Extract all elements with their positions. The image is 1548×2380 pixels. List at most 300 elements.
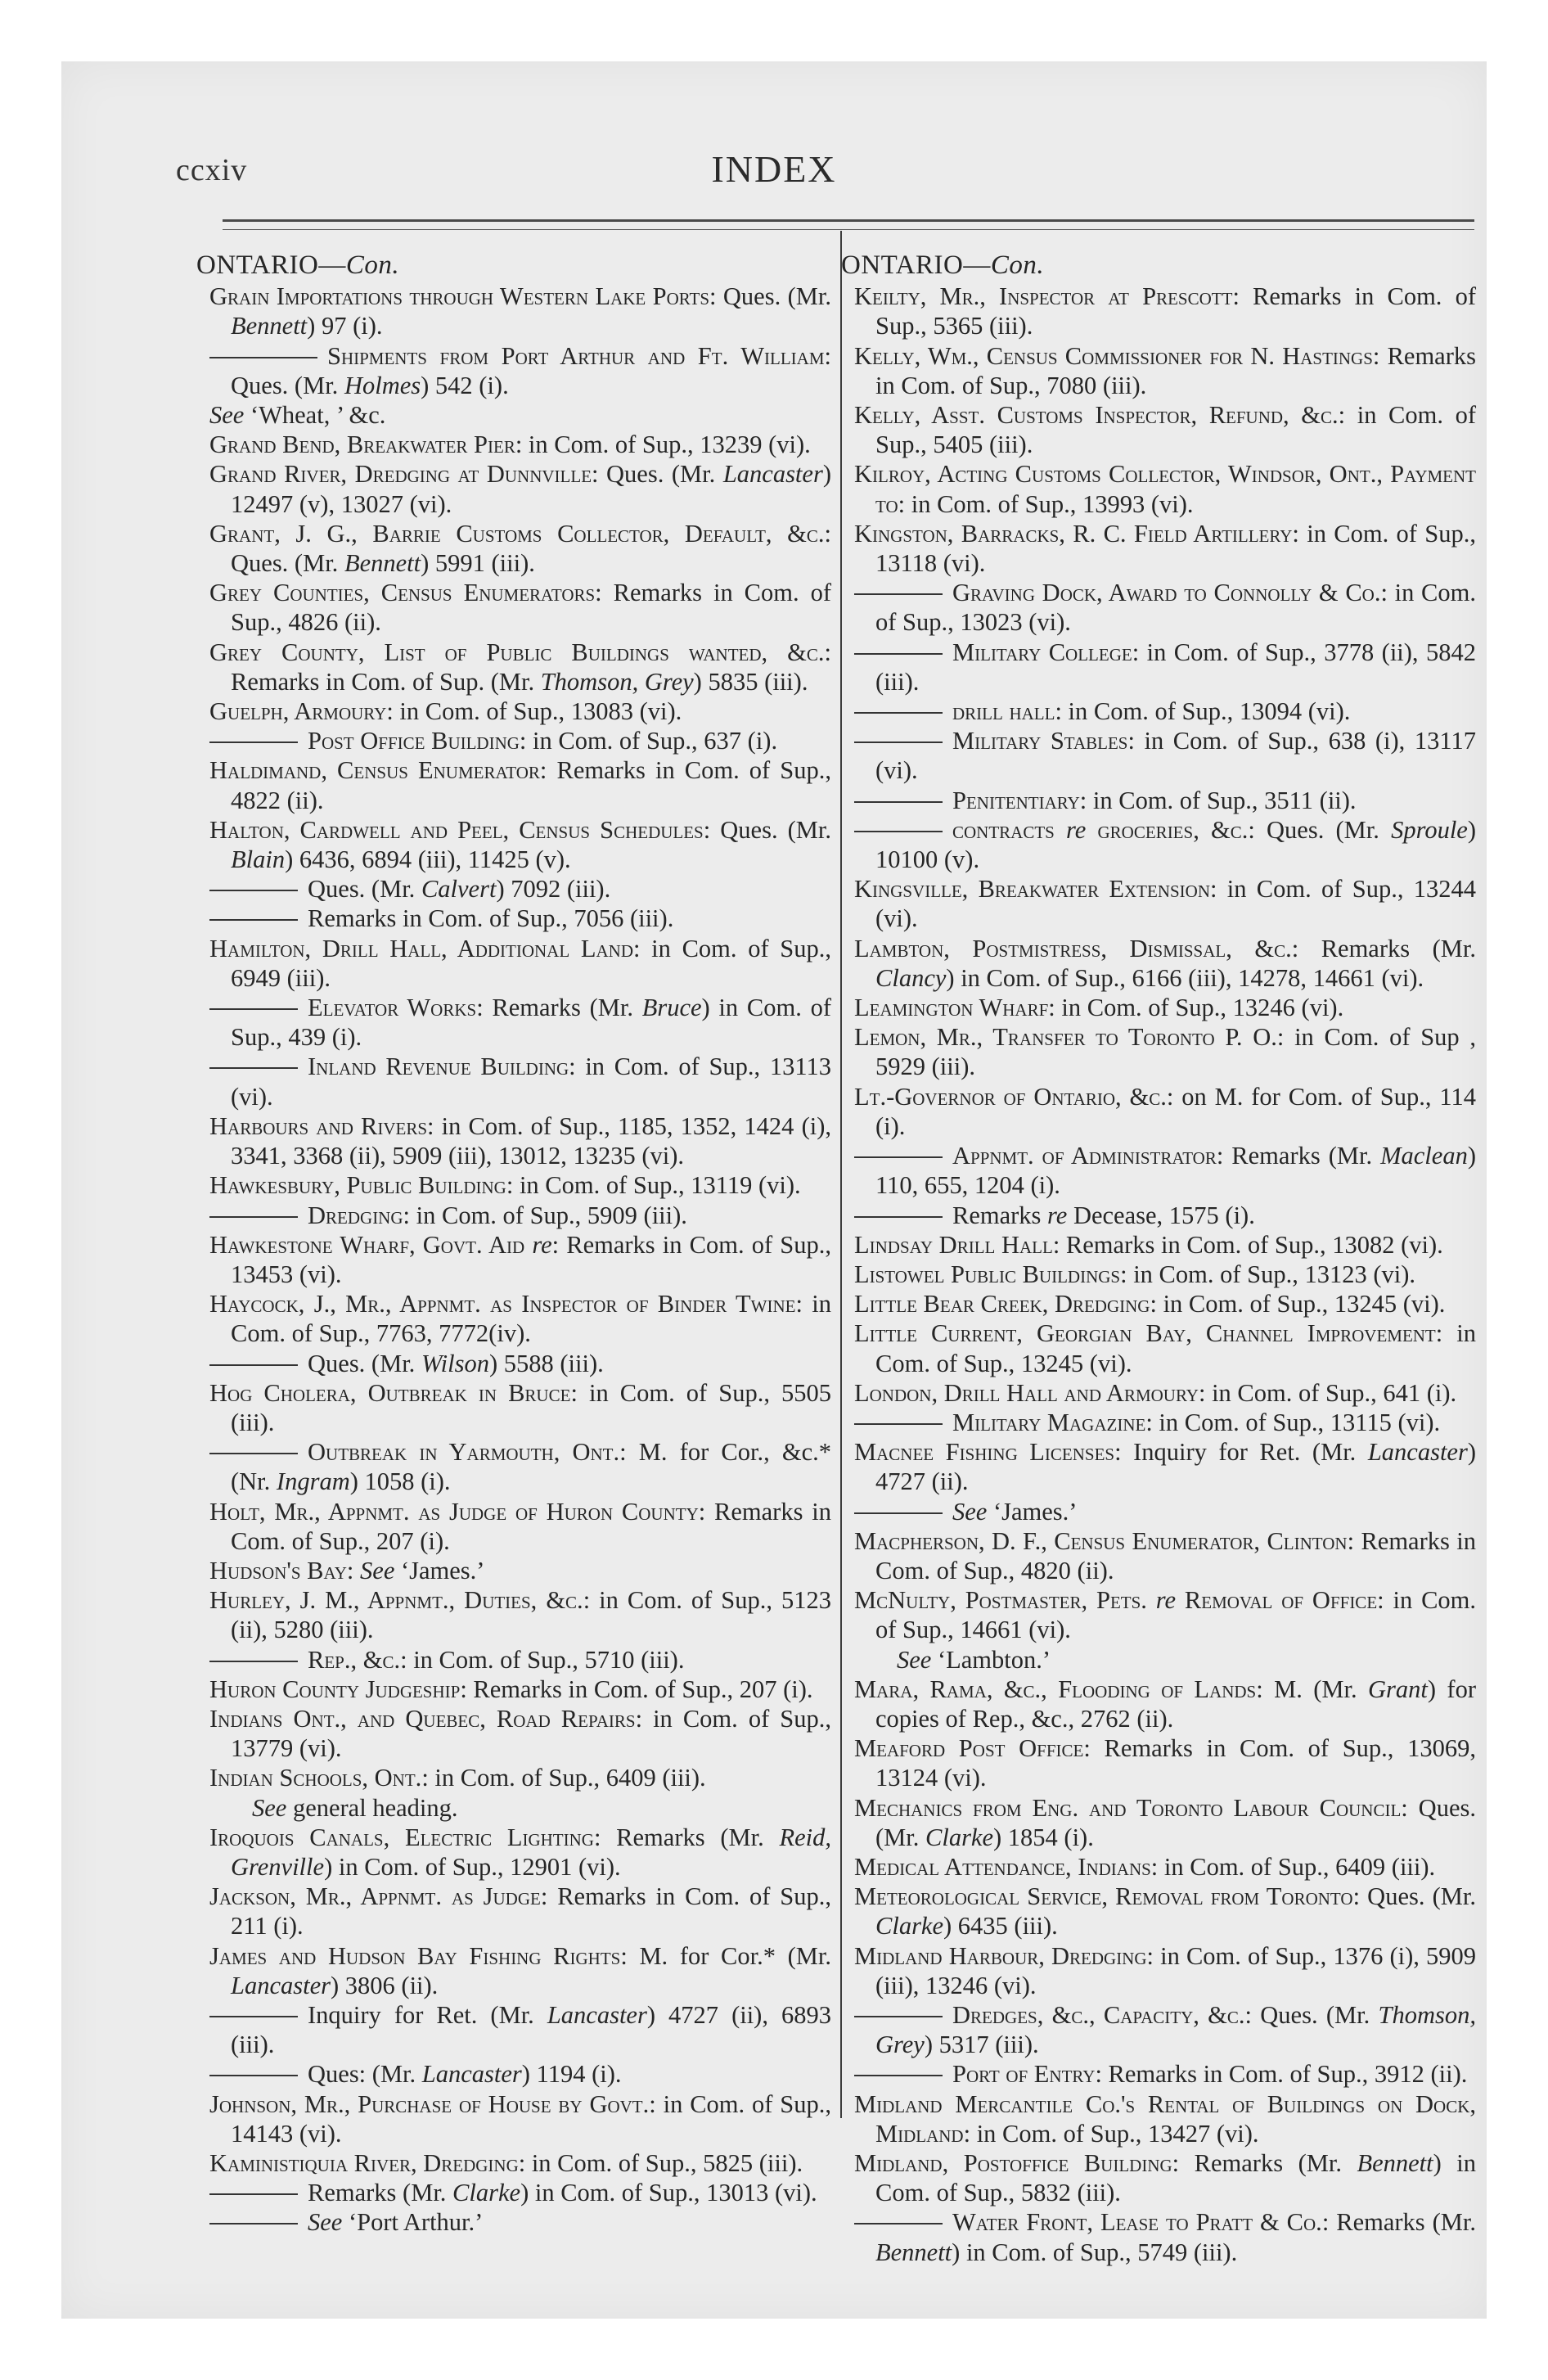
ditto-dash	[854, 741, 943, 743]
entry-heading: Leamington Wharf	[854, 994, 1049, 1022]
index-entry	[209, 993, 831, 1052]
entry-name: Lancaster	[421, 2060, 522, 2089]
entry-heading: Johnson, Mr., Purchase of House by Govt.	[209, 2089, 650, 2118]
column-divider	[840, 231, 842, 2118]
entry-ref: ) 1058 (i).	[349, 1467, 451, 1496]
entry-heading: Mara, Rama, &c., Flooding of Lands	[854, 1675, 1257, 1703]
entry-name: Thomson, Grey	[540, 667, 694, 696]
heading-continued: Con.	[345, 250, 400, 280]
entry-text: : in Com. of Sup., 13115 (vi).	[1145, 1408, 1441, 1436]
entry-text: : on M. for Com. of Sup., 114 (i).	[875, 1082, 1477, 1140]
entry-heading: Lt.-Governor of Ontario, &c.	[854, 1082, 1167, 1111]
entry-heading: Macpherson, D. F., Census Enumerator, Clinton	[854, 1526, 1348, 1555]
index-entry	[209, 341, 831, 400]
entry-text: : in Com. of Sup., 13427 (vi).	[963, 2119, 1259, 2148]
entry-heading: Post Office Building	[308, 727, 520, 755]
index-entry	[209, 1170, 831, 1200]
entry-heading: Kingston, Barracks, R. C. Field Artillery	[854, 519, 1293, 548]
entry-text: : Remarks in Com. of Sup., 207 (i).	[460, 1675, 813, 1703]
entry-ref: Decease, 1575 (i).	[1067, 1201, 1255, 1229]
entry-heading: Jackson, Mr., Appnmt. as Judge	[209, 1882, 541, 1911]
entry-ref: ) 6436, 6894 (iii), 11425 (v).	[285, 845, 571, 874]
heading-continued: Con.	[990, 250, 1045, 280]
index-entry	[854, 400, 1476, 459]
entry-text: : in Com. of Sup., 7763, 7772(iv).	[231, 1290, 831, 1348]
entry-heading: Lindsay Drill Hall	[854, 1230, 1053, 1259]
entry-heading: Kaministiquia River, Dredging	[209, 2149, 519, 2177]
index-entry	[209, 400, 831, 430]
entry-text: : in Com. of Sup., 14661 (vi).	[875, 1586, 1477, 1644]
index-entry	[209, 1378, 831, 1437]
ditto-dash	[854, 831, 943, 832]
entry-name: Calvert	[421, 875, 497, 904]
entry-heading: Hudson's Bay	[209, 1556, 347, 1584]
entry-heading: Water Front, Lease to Pratt & Co.	[952, 2208, 1322, 2237]
entry-ref: ) 110, 655, 1204 (i).	[875, 1142, 1476, 1200]
ditto-dash	[209, 1364, 298, 1366]
index-entry	[209, 519, 831, 578]
ditto-dash	[854, 1156, 943, 1158]
entry-heading: Midland, Postoffice Building	[854, 2149, 1172, 2177]
see-label: See	[360, 1556, 395, 1584]
index-entry	[209, 459, 831, 518]
index-entry	[209, 1497, 831, 1556]
header-rule-thin	[223, 229, 1474, 230]
entry-heading: Hurley, J. M., Appnmt., Duties, &c.	[209, 1586, 583, 1615]
ditto-dash	[854, 712, 943, 714]
entry-heading: Kelly, Wm., Census Commissioner for N. Hastings	[854, 341, 1373, 370]
entry-heading: Military College	[952, 638, 1132, 666]
column-heading: ONTARIO—Con.	[196, 250, 400, 280]
entry-text: : Remarks in Com. of Sup. (Mr.	[231, 638, 831, 696]
ditto-dash	[854, 653, 943, 655]
entry-heading: Little Current, Georgian Bay, Channel Improvement	[854, 1319, 1436, 1348]
entry-text: : Remarks in Com. of Sup., 211 (i).	[231, 1882, 832, 1941]
entry-name: Bennett	[344, 549, 421, 578]
ditto-dash	[209, 890, 298, 891]
index-entry	[209, 1823, 831, 1882]
entry-ref: ) 4727 (ii).	[875, 1438, 1476, 1496]
entry-text: : in Com. of Sup., 638 (i), 13117 (vi).	[875, 727, 1476, 785]
entry-text: : in Com. of Sup , 5929 (iii).	[875, 1023, 1476, 1081]
see-label: See	[252, 1793, 287, 1822]
index-entry	[854, 786, 1476, 815]
entry-text: : M. for Cor., &c.* (Nr.	[231, 1438, 831, 1496]
entry-heading: Grain Importations through Western Lake Ports	[209, 282, 710, 311]
entry-ref: ) 7092 (iii).	[496, 875, 611, 904]
entry-name: Wilson	[421, 1349, 489, 1377]
entry-text: : Remarks in Com. of Sup., 7080 (iii).	[875, 341, 1476, 399]
entry-name: Clarke	[925, 1823, 994, 1851]
entry-name: Bennett	[875, 2238, 952, 2266]
index-entry	[209, 1052, 831, 1111]
entry-re: re	[1146, 1586, 1177, 1615]
left-column	[196, 250, 832, 2238]
index-entry	[854, 1793, 1476, 1852]
index-entry	[854, 1408, 1476, 1437]
see-label: See	[308, 2208, 343, 2237]
entry-heading: Dredges, &c., Capacity, &c.	[952, 2000, 1245, 2029]
entry-text: : Remarks in Com. of Sup., 5365 (iii).	[875, 282, 1476, 340]
entry-text: : Remarks (Mr.	[1172, 2149, 1357, 2177]
index-entry	[209, 815, 831, 874]
entry-text: : Ques. (Mr.	[703, 815, 831, 844]
index-entry	[854, 1497, 1476, 1526]
entry-heading: Hamilton, Drill Hall, Additional Land	[209, 934, 633, 962]
index-entry	[854, 2089, 1476, 2148]
entry-text: Ques. (Mr.	[308, 1349, 421, 1377]
ditto-dash	[209, 919, 298, 921]
entry-heading: Kelly, Asst. Customs Inspector, Refund, &c.	[854, 401, 1339, 430]
entry-heading: McNulty, Postmaster, Pets.	[854, 1586, 1147, 1615]
entry-heading: Macnee Fishing Licenses	[854, 1438, 1115, 1467]
entry-text: : Ques. (Mr.	[231, 519, 831, 578]
entry-text: : Ques. (Mr.	[1244, 2000, 1379, 2029]
index-entry	[854, 1526, 1476, 1585]
index-entry	[209, 2148, 831, 2178]
entry-ref: ) in Com. of Sup., 5832 (iii).	[875, 2149, 1476, 2207]
entry-text: : in Com. of Sup., 13993 (vi).	[898, 489, 1194, 518]
index-entry	[209, 904, 831, 933]
ditto-dash	[854, 2223, 943, 2224]
entry-text: : in Com. of Sup., 13779 (vi).	[231, 1704, 831, 1763]
entry-text: : Remarks (Mr.	[1291, 934, 1476, 962]
entry-heading: Grand Bend, Breakwater Pier	[209, 430, 515, 459]
entry-ref: ) 4727 (ii), 6893 (iii).	[231, 2000, 831, 2059]
entry-text: : in Com. of Sup., 6409 (iii).	[421, 1764, 706, 1792]
entry-heading: Port of Entry	[952, 2060, 1096, 2089]
entry-ref: ) for copies of Rep., &c., 2762 (ii).	[875, 1675, 1476, 1733]
entry-text: : Remarks in Com. of Sup., 13082 (vi).	[1052, 1230, 1443, 1259]
ditto-dash	[209, 1453, 298, 1454]
entry-heading: Medical Attendance, Indians	[854, 1852, 1151, 1881]
entry-heading: Grant, J. G., Barrie Customs Collector, Default, &c.	[209, 519, 825, 548]
entry-text: : in Com. of Sup., 13023 (vi).	[875, 579, 1477, 637]
index-entry	[209, 282, 831, 340]
index-entry	[854, 1022, 1476, 1081]
index-entry	[209, 1289, 831, 1348]
entry-name: Lancaster	[722, 460, 823, 489]
entry-heading: Lemon, Mr., Transfer to Toronto P. O.	[854, 1023, 1277, 1052]
entry-text: Remarks in Com. of Sup., 7056 (iii).	[308, 904, 674, 933]
entry-heading: Graving Dock, Award to Connolly & Co.	[952, 579, 1381, 607]
entry-ref: ) 12497 (v), 13027 (vi).	[231, 460, 831, 518]
entry-name: Maclean	[1380, 1142, 1468, 1170]
entry-text: : M. (Mr.	[1256, 1675, 1369, 1703]
header-rule-thick	[223, 219, 1474, 222]
entry-heading: Hawkesbury, Public Building	[209, 1171, 506, 1200]
entry-text: : in Com. of Sup., 6409 (iii).	[1150, 1852, 1436, 1881]
entry-heading: Outbreak in Yarmouth, Ont.	[308, 1438, 620, 1467]
entry-text: : Remarks in Com. of Sup., 4820 (ii).	[875, 1526, 1476, 1584]
entry-ref: ) 3806 (ii).	[331, 1971, 439, 1999]
entry-text: : Ques. (Mr.	[231, 341, 831, 399]
entry-name: Lancaster	[231, 1971, 331, 1999]
entry-ref: ‘Port Arthur.’	[342, 2208, 484, 2237]
index-entry	[854, 1318, 1476, 1377]
entry-text: : Ques. (Mr.	[875, 1793, 1476, 1851]
ditto-dash	[854, 1423, 943, 1425]
entry-heading: Grey Counties, Census Enumerators	[209, 579, 596, 607]
entry-heading: Huron County Judgeship	[209, 1675, 461, 1703]
entry-ref: ) in Com. of Sup., 12901 (vi).	[324, 1852, 621, 1881]
entry-ref: ‘James.’	[394, 1556, 485, 1584]
entry-ref: ) 10100 (v).	[875, 815, 1476, 874]
index-entry	[854, 1437, 1476, 1496]
entry-ref: ) in Com. of Sup., 439 (i).	[231, 994, 831, 1052]
ditto-dash	[209, 2193, 298, 2195]
entry-text: : in Com. of Sup., 3778 (ii), 5842 (iii).	[875, 638, 1476, 696]
entry-heading: Military Magazine	[952, 1408, 1146, 1436]
ditto-dash	[209, 357, 317, 358]
entry-ref: ) 97 (i).	[307, 312, 383, 340]
entry-ref: ) 5588 (iii).	[488, 1349, 604, 1377]
entry-text: : in Com. of Sup., 6949 (iii).	[231, 934, 831, 992]
page-heading: INDEX	[711, 148, 837, 190]
index-entry	[854, 696, 1476, 726]
entry-heading: Indian Schools, Ont.	[209, 1764, 422, 1792]
index-entry	[854, 1201, 1476, 1230]
index-entry	[209, 1556, 831, 1585]
index-entry	[209, 2059, 831, 2089]
page-number: ccxiv	[176, 153, 248, 187]
index-entry	[209, 696, 831, 726]
entry-text: : Remarks in Com. of Sup., 3912 (ii).	[1095, 2060, 1468, 2089]
heading-text: ONTARIO	[841, 250, 964, 280]
entry-heading: Indians Ont., and Quebec, Road Repairs	[209, 1704, 636, 1733]
entry-name: Holmes	[344, 371, 421, 399]
entry-name: Bennett	[231, 312, 308, 340]
index-entry	[209, 1201, 831, 1230]
entry-text: : in Com. of Sup., 13123 (vi).	[1120, 1260, 1416, 1288]
entry-text: : in Com. of Sup., 13118 (vi).	[875, 519, 1477, 578]
entry-text: Remarks (Mr.	[308, 2179, 453, 2207]
index-entry	[209, 2178, 831, 2207]
entry-text: : in Com. of Sup., 5123 (ii), 5280 (iii).	[231, 1586, 831, 1644]
entry-heading: Rep., &c.	[308, 1645, 401, 1674]
index-entry	[209, 1230, 831, 1289]
entry-ref: ‘Lambton.’	[931, 1645, 1051, 1674]
entry-text: : Remarks in Com. of Sup., 13453 (vi).	[231, 1230, 831, 1288]
entry-text: : in Com. of Sup., 637 (i).	[519, 727, 778, 755]
index-entry	[209, 1704, 831, 1763]
index-entry	[209, 934, 831, 993]
index-entry	[209, 430, 831, 459]
index-entry	[854, 993, 1476, 1022]
index-entry	[209, 1437, 831, 1496]
entry-heading: Halton, Cardwell and Peel, Census Schedules	[209, 815, 704, 844]
entry-name: Clancy	[875, 963, 947, 992]
entry-heading: Listowel Public Buildings	[854, 1260, 1121, 1288]
entry-heading: Removal of Office	[1176, 1586, 1378, 1615]
index-entry	[209, 578, 831, 637]
entry-heading: Hawkestone Wharf, Govt. Aid	[209, 1230, 525, 1259]
entry-heading: Guelph, Armoury	[209, 697, 387, 726]
entry-heading: Meaford Post Office	[854, 1734, 1084, 1763]
entry-heading: Haldimand, Census Enumerator	[209, 756, 540, 785]
entry-ref: ) 542 (i).	[421, 371, 509, 399]
entry-text: : in Com. of Sup., 3511 (ii).	[1079, 786, 1357, 814]
entry-ref: ) in Com. of Sup., 5749 (iii).	[952, 2238, 1238, 2266]
entry-heading: James and Hudson Bay Fishing Rights	[209, 1941, 621, 1970]
entry-text: Inquiry for Ret. (Mr.	[308, 2000, 547, 2029]
entry-heading: Haycock, J., Mr., Appnmt. as Inspector of Binder Twine	[209, 1290, 796, 1318]
index-entry	[209, 1111, 831, 1170]
entry-heading: Shipments from Port Arthur and Ft. William	[327, 341, 825, 370]
index-entry	[209, 1941, 831, 2000]
entry-text: : in Com. of Sup., 13113 (vi).	[231, 1053, 831, 1111]
entry-text: : Inquiry for Ret. (Mr.	[1114, 1438, 1368, 1467]
ditto-dash	[854, 2016, 943, 2017]
entry-heading: Hog Cholera, Outbreak in Bruce	[209, 1378, 571, 1407]
entry-heading: Little Bear Creek, Dredging	[854, 1290, 1150, 1318]
index-entry	[209, 1882, 831, 1941]
entry-heading: Grand River, Dredging at Dunnville	[209, 460, 592, 489]
entry-ref: ) 5991 (iii).	[421, 549, 535, 578]
entry-text: : Remarks in Com. of Sup., 4822 (ii).	[231, 756, 831, 814]
entry-name: Grant	[1368, 1675, 1428, 1703]
entry-text: :	[346, 1556, 361, 1584]
index-entry	[209, 638, 831, 696]
entry-text: : in Com. of Sup., 13245 (vi).	[1150, 1290, 1446, 1318]
entry-heading: drill hall	[952, 697, 1055, 726]
index-entry	[209, 2000, 831, 2059]
entry-name: Ingram	[276, 1467, 350, 1496]
entry-ref: ) 6435 (iii).	[943, 1912, 1058, 1941]
entry-ref: ) 5835 (iii).	[693, 667, 808, 696]
index-entry	[854, 1733, 1476, 1792]
entry-heading: Midland Harbour, Dredging	[854, 1941, 1147, 1970]
index-entry	[854, 934, 1476, 993]
entry-text: : Remarks in Com. of Sup., 207 (i).	[231, 1497, 831, 1555]
ditto-dash	[854, 1512, 943, 1514]
entry-name: Lancaster	[547, 2000, 647, 2029]
entry-re: re	[1047, 1201, 1068, 1229]
entry-text: : in Com. of Sup., 1376 (i), 5909 (iii), 13246 (vi).	[875, 1941, 1476, 1999]
entry-heading: Meteorological Service, Removal from Toronto	[854, 1882, 1353, 1911]
entry-heading: Grey County, List of Public Buildings wanted, &c.	[209, 638, 825, 666]
entry-text: : in Com. of Sup., 13245 (vi).	[875, 1319, 1476, 1377]
ditto-dash	[209, 2223, 298, 2224]
index-entry	[854, 726, 1476, 785]
entry-name: Lancaster	[1367, 1438, 1468, 1467]
index-entry	[854, 459, 1476, 518]
index-entry	[854, 1141, 1476, 1200]
entry-heading: Lambton, Postmistress, Dismissal, &c.	[854, 934, 1292, 962]
entry-ref: ) in Com. of Sup., 13013 (vi).	[520, 2179, 817, 2207]
index-entry	[854, 815, 1476, 874]
index-entry	[854, 1941, 1476, 2000]
entry-re: re	[1054, 815, 1087, 844]
right-column	[841, 250, 1477, 2267]
index-entry	[209, 1645, 831, 1675]
index-entry	[854, 874, 1476, 933]
entry-text: : Remarks in Com. of Sup., 13069, 13124 (vi).	[875, 1734, 1476, 1792]
ditto-dash	[854, 2075, 943, 2076]
index-entry	[854, 282, 1476, 340]
entry-name: Bruce	[641, 994, 702, 1022]
entry-text: : in Com. of Sup., 5505 (iii).	[231, 1378, 832, 1436]
entry-text: : in Com. of Sup., 13246 (vi).	[1048, 994, 1344, 1022]
entry-text: : in Com. of Sup., 13094 (vi).	[1055, 697, 1351, 726]
entry-name: Thomson, Grey	[875, 2000, 1476, 2059]
entry-heading: Dredging	[308, 1201, 403, 1229]
ditto-dash	[209, 1661, 298, 1662]
entry-text: Ques: (Mr.	[308, 2060, 422, 2089]
entry-ref: ) 5317 (iii).	[924, 2031, 1039, 2059]
column-heading: ONTARIO—Con.	[841, 250, 1045, 280]
entry-heading: Midland Mercantile Co.'s Rental of Buildings on Dock, Midland	[854, 2089, 1476, 2148]
see-label: See	[897, 1645, 932, 1674]
index-entry	[854, 2000, 1476, 2059]
entry-heading: Penitentiary	[952, 786, 1080, 814]
see-reference	[231, 1793, 831, 1823]
entry-text: : Remarks (Mr.	[593, 1823, 780, 1851]
entry-text: : Remarks (Mr.	[1321, 2208, 1476, 2237]
entry-text: : Ques. (Mr.	[1352, 1882, 1476, 1911]
index-entry	[854, 638, 1476, 696]
ditto-dash	[209, 1216, 298, 1218]
entry-text: : in Com. of Sup., 13244 (vi).	[875, 875, 1476, 933]
index-entry	[209, 2207, 831, 2237]
entry-heading: Keilty, Mr., Inspector at Prescott	[854, 282, 1233, 311]
entry-text: : in Com. of Sup., 1185, 1352, 1424 (i), 3341, 3368 (ii), 5909 (iii), 13012, 13235 (vi).	[231, 1111, 831, 1170]
entry-re: re	[524, 1230, 552, 1259]
ditto-dash	[209, 2016, 298, 2017]
entry-text: : in Com. of Sup., 5710 (iii).	[400, 1645, 685, 1674]
entry-text: Ques. (Mr.	[308, 875, 421, 904]
entry-name: Clarke	[875, 1912, 944, 1941]
index-entry	[854, 2059, 1476, 2089]
index-entry	[854, 1230, 1476, 1260]
index-entry	[209, 1763, 831, 1822]
entry-text: : Ques. (Mr.	[709, 282, 831, 311]
index-entry	[854, 1585, 1476, 1675]
see-reference	[875, 1645, 1476, 1675]
entry-heading: Kilroy, Acting Customs Collector, Windsor, Ont., Payment to	[854, 460, 1476, 518]
entry-text: : in Com. of Sup., 5405 (iii).	[875, 401, 1477, 459]
entry-heading: groceries, &c.	[1086, 815, 1249, 844]
ditto-dash	[209, 741, 298, 743]
entry-text: : in Com. of Sup., 641 (i).	[1198, 1378, 1457, 1407]
index-entry	[209, 726, 831, 755]
index-entry	[854, 2148, 1476, 2207]
index-entry	[854, 2207, 1476, 2266]
index-entry	[854, 1289, 1476, 1318]
entry-name: Clarke	[452, 2179, 521, 2207]
entry-text: : in Com. of Sup., 13119 (vi).	[506, 1171, 801, 1200]
entry-text: : Ques. (Mr.	[592, 460, 723, 489]
index-entry	[209, 1585, 831, 1644]
index-entry	[854, 1260, 1476, 1289]
index-entry	[209, 1349, 831, 1378]
heading-text: ONTARIO	[196, 250, 319, 280]
entry-name: Bennett	[1357, 2149, 1433, 2177]
index-entry	[854, 1852, 1476, 1882]
ditto-dash	[209, 1008, 298, 1010]
entry-heading: Kingsville, Breakwater Extension	[854, 875, 1211, 904]
see-label: See	[952, 1497, 988, 1526]
entry-text: : Remarks (Mr.	[1216, 1142, 1381, 1170]
entry-name: Reid, Grenville	[231, 1823, 831, 1881]
entry-text: : in Com. of Sup., 5909 (iii).	[403, 1201, 687, 1229]
ditto-dash	[854, 801, 943, 803]
ditto-dash	[209, 1067, 298, 1069]
entry-ref: ) 1854 (i).	[993, 1823, 1094, 1851]
index-entry	[854, 1675, 1476, 1733]
index-entry	[209, 1675, 831, 1704]
entry-name: Sproule	[1391, 815, 1468, 844]
